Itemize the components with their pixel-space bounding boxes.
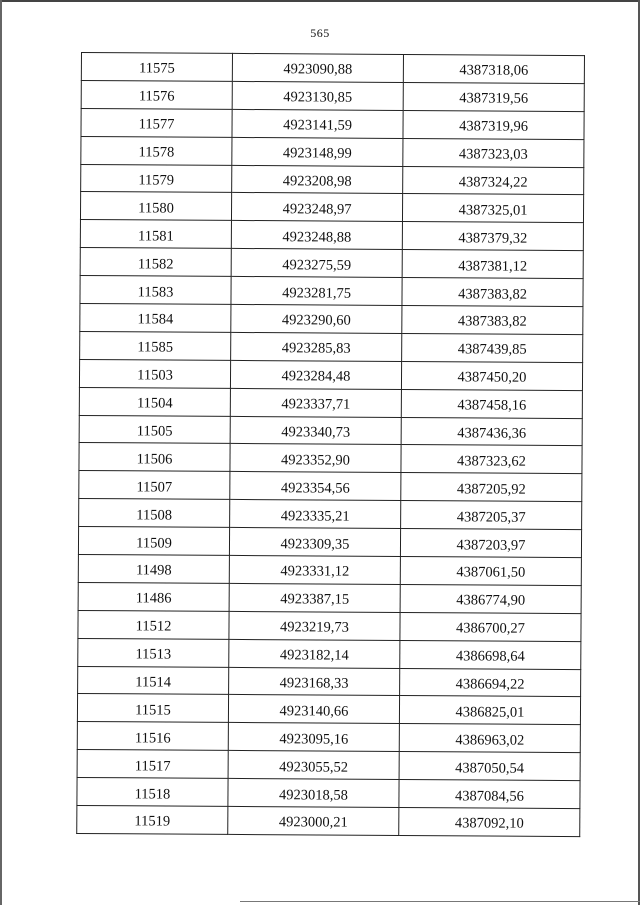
x-coordinate-cell bbox=[228, 779, 399, 808]
coordinates-table-body bbox=[77, 53, 585, 837]
x-coordinate-cell bbox=[231, 221, 402, 250]
cell-value: 4387383,82 bbox=[458, 285, 528, 303]
scan-edge-top bbox=[0, 0, 640, 2]
table-row bbox=[80, 220, 583, 251]
cell-value: 4923141,59 bbox=[283, 117, 353, 134]
cell-value: 4923309,35 bbox=[280, 535, 350, 553]
cell-value: 4387379,32 bbox=[458, 230, 528, 247]
x-coordinate-cell bbox=[229, 528, 400, 557]
cell-value: 4387381,12 bbox=[458, 257, 528, 275]
y-coordinate-cell bbox=[402, 250, 583, 279]
x-coordinate-cell bbox=[232, 109, 403, 138]
table-row bbox=[80, 276, 583, 307]
cell-value: 11577 bbox=[138, 116, 175, 133]
point-number-cell bbox=[79, 443, 230, 472]
y-coordinate-cell bbox=[400, 612, 581, 641]
point-number-cell bbox=[77, 750, 228, 779]
table-row bbox=[80, 248, 583, 279]
table-row bbox=[81, 108, 584, 139]
table-row bbox=[81, 80, 584, 111]
y-coordinate-cell bbox=[399, 724, 580, 753]
point-number-cell bbox=[79, 471, 230, 500]
cell-value: 4386963,02 bbox=[455, 732, 525, 749]
cell-value: 4387084,56 bbox=[454, 787, 524, 805]
table-row bbox=[80, 304, 583, 335]
point-number-cell bbox=[78, 666, 229, 695]
y-coordinate-cell bbox=[403, 110, 584, 139]
point-number-cell bbox=[80, 304, 231, 333]
cell-value: 11519 bbox=[134, 813, 171, 831]
cell-value: 11517 bbox=[134, 758, 171, 775]
y-coordinate-cell bbox=[400, 668, 581, 697]
x-coordinate-cell bbox=[229, 555, 400, 584]
y-coordinate-cell bbox=[402, 305, 583, 334]
x-coordinate-cell bbox=[228, 723, 399, 752]
cell-value: 4923168,33 bbox=[279, 675, 349, 692]
table-row bbox=[79, 443, 582, 474]
cell-value: 11512 bbox=[135, 618, 172, 635]
cell-value: 4387450,20 bbox=[457, 369, 527, 386]
cell-value: 4387061,50 bbox=[456, 564, 526, 582]
y-coordinate-cell bbox=[403, 54, 584, 83]
cell-value: 4923275,59 bbox=[282, 256, 352, 274]
table-row bbox=[79, 499, 582, 530]
table-row bbox=[77, 806, 580, 837]
cell-value: 4387319,56 bbox=[459, 90, 529, 108]
point-number-cell bbox=[77, 722, 228, 751]
cell-value: 4386825,01 bbox=[455, 704, 525, 721]
x-coordinate-cell bbox=[228, 806, 399, 835]
cell-value: 11513 bbox=[135, 646, 172, 663]
table-row bbox=[81, 164, 584, 195]
table-row bbox=[79, 415, 582, 446]
cell-value: 11584 bbox=[137, 311, 174, 329]
table-row bbox=[80, 192, 583, 223]
x-coordinate-cell bbox=[231, 332, 402, 361]
cell-value: 11508 bbox=[136, 507, 173, 524]
scan-edge-left bbox=[0, 0, 2, 905]
y-coordinate-cell bbox=[400, 584, 581, 613]
point-number-cell bbox=[77, 694, 228, 723]
table-row bbox=[81, 136, 584, 167]
cell-value: 4923340,73 bbox=[281, 424, 351, 441]
cell-value: 4387436,36 bbox=[457, 425, 527, 442]
y-coordinate-cell bbox=[402, 278, 583, 307]
table-row bbox=[78, 638, 581, 669]
cell-value: 11578 bbox=[138, 144, 175, 161]
point-number-cell bbox=[77, 778, 228, 807]
x-coordinate-cell bbox=[230, 360, 401, 389]
table-row bbox=[77, 694, 580, 725]
cell-value: 4923335,21 bbox=[280, 507, 350, 525]
y-coordinate-cell bbox=[401, 501, 582, 530]
point-number-cell bbox=[81, 80, 232, 109]
cell-value: 4923148,99 bbox=[282, 145, 352, 162]
cell-value: 4387205,92 bbox=[456, 481, 526, 498]
table-row bbox=[79, 359, 582, 390]
y-coordinate-cell bbox=[402, 333, 583, 362]
cell-value: 4923095,16 bbox=[279, 731, 349, 748]
point-number-cell bbox=[78, 638, 229, 667]
cell-value: 11581 bbox=[137, 228, 174, 245]
cell-value: 11579 bbox=[138, 172, 175, 189]
cell-value: 4923219,73 bbox=[280, 619, 349, 636]
point-number-cell bbox=[79, 359, 230, 388]
cell-value: 11583 bbox=[137, 283, 174, 301]
cell-value: 4386698,64 bbox=[455, 648, 525, 665]
x-coordinate-cell bbox=[230, 416, 401, 445]
cell-value: 4386700,27 bbox=[455, 620, 525, 637]
x-coordinate-cell bbox=[232, 137, 403, 166]
coordinates-table-wrapper bbox=[76, 52, 583, 837]
cell-value: 4923387,15 bbox=[280, 591, 350, 609]
cell-value: 4923285,83 bbox=[281, 340, 351, 357]
cell-value: 11509 bbox=[136, 534, 172, 552]
cell-value: 4923331,12 bbox=[280, 563, 350, 581]
table-row bbox=[78, 666, 581, 697]
y-coordinate-cell bbox=[401, 361, 582, 390]
cell-value: 4387458,16 bbox=[457, 397, 527, 414]
cell-value: 4387050,54 bbox=[455, 760, 525, 777]
cell-value: 4923284,48 bbox=[281, 368, 351, 385]
table-row bbox=[81, 53, 584, 84]
cell-value: 11504 bbox=[136, 395, 173, 412]
cell-value: 11576 bbox=[138, 88, 175, 105]
point-number-cell bbox=[81, 108, 232, 137]
x-coordinate-cell bbox=[229, 583, 400, 612]
cell-value: 4386774,90 bbox=[456, 592, 526, 610]
cell-value: 11506 bbox=[136, 451, 173, 468]
x-coordinate-cell bbox=[232, 165, 403, 194]
table-row bbox=[79, 387, 582, 418]
x-coordinate-cell bbox=[231, 277, 402, 306]
point-number-cell bbox=[80, 248, 231, 277]
table-row bbox=[80, 331, 583, 362]
y-coordinate-cell bbox=[402, 194, 583, 223]
cell-value: 4387318,06 bbox=[459, 62, 529, 80]
point-number-cell bbox=[78, 527, 229, 556]
x-coordinate-cell bbox=[232, 81, 403, 110]
cell-value: 11582 bbox=[137, 256, 174, 273]
cell-value: 4386694,22 bbox=[455, 676, 525, 693]
page-number: 565 bbox=[310, 26, 330, 40]
cell-value: 4923248,97 bbox=[282, 201, 352, 218]
point-number-cell bbox=[79, 499, 230, 528]
x-coordinate-cell bbox=[231, 193, 402, 222]
cell-value: 4923055,52 bbox=[279, 758, 349, 776]
cell-value: 11585 bbox=[137, 339, 174, 356]
x-coordinate-cell bbox=[228, 751, 399, 780]
y-coordinate-cell bbox=[400, 556, 581, 585]
x-coordinate-cell bbox=[231, 249, 402, 278]
cell-value: 4923337,71 bbox=[281, 396, 351, 413]
cell-value: 4387092,10 bbox=[454, 815, 524, 833]
cell-value: 4387325,01 bbox=[458, 202, 528, 219]
point-number-cell bbox=[80, 192, 231, 221]
cell-value: 4923290,60 bbox=[281, 312, 351, 330]
y-coordinate-cell bbox=[400, 529, 581, 558]
cell-value: 4923018,58 bbox=[278, 786, 348, 804]
cell-value: 11498 bbox=[135, 562, 172, 580]
table-row bbox=[78, 610, 581, 641]
cell-value: 11505 bbox=[136, 423, 173, 440]
cell-value: 4387323,03 bbox=[458, 146, 528, 163]
y-coordinate-cell bbox=[401, 417, 582, 446]
point-number-cell bbox=[80, 220, 231, 249]
point-number-cell bbox=[81, 136, 232, 165]
cell-value: 4923140,66 bbox=[279, 703, 349, 720]
y-coordinate-cell bbox=[401, 389, 582, 418]
cell-value: 11507 bbox=[136, 479, 173, 496]
table-row bbox=[77, 778, 580, 809]
cell-value: 4923208,98 bbox=[282, 173, 352, 190]
cell-value: 4923130,85 bbox=[283, 89, 353, 106]
point-number-cell bbox=[78, 582, 229, 611]
table-row bbox=[78, 582, 581, 613]
y-coordinate-cell bbox=[399, 808, 580, 837]
table-row bbox=[78, 555, 581, 586]
cell-value: 4387203,97 bbox=[456, 536, 526, 554]
cell-value: 11516 bbox=[134, 730, 171, 747]
point-number-cell bbox=[78, 555, 229, 584]
cell-value: 4923354,56 bbox=[280, 480, 350, 497]
cell-value: 4923248,88 bbox=[282, 229, 352, 246]
cell-value: 11486 bbox=[135, 590, 172, 607]
y-coordinate-cell bbox=[399, 752, 580, 781]
point-number-cell bbox=[80, 331, 231, 360]
point-number-cell bbox=[77, 806, 228, 835]
x-coordinate-cell bbox=[229, 611, 400, 640]
x-coordinate-cell bbox=[230, 500, 401, 529]
cell-value: 4923352,90 bbox=[281, 452, 350, 469]
cell-value: 4923281,75 bbox=[282, 284, 352, 302]
y-coordinate-cell bbox=[399, 696, 580, 725]
x-coordinate-cell bbox=[228, 695, 399, 724]
cell-value: 11514 bbox=[135, 674, 172, 691]
cell-value: 11515 bbox=[135, 702, 171, 719]
y-coordinate-cell bbox=[403, 166, 584, 195]
cell-value: 11580 bbox=[138, 200, 174, 217]
cell-value: 11575 bbox=[138, 60, 175, 78]
cell-value: 4923000,21 bbox=[278, 814, 348, 832]
x-coordinate-cell bbox=[230, 388, 401, 417]
point-number-cell bbox=[78, 610, 229, 639]
x-coordinate-cell bbox=[229, 667, 400, 696]
cell-value: 11503 bbox=[137, 367, 173, 384]
cell-value: 4387319,96 bbox=[459, 118, 529, 135]
table-row bbox=[79, 471, 582, 502]
y-coordinate-cell bbox=[399, 780, 580, 809]
x-coordinate-cell bbox=[230, 444, 401, 473]
y-coordinate-cell bbox=[403, 138, 584, 167]
cell-value: 4387205,37 bbox=[456, 508, 526, 526]
point-number-cell bbox=[79, 387, 230, 416]
point-number-cell bbox=[79, 415, 230, 444]
point-number-cell bbox=[81, 164, 232, 193]
cell-value: 4387439,85 bbox=[457, 341, 527, 359]
y-coordinate-cell bbox=[401, 445, 582, 474]
cell-value: 11518 bbox=[134, 785, 171, 803]
point-number-cell bbox=[81, 53, 232, 82]
y-coordinate-cell bbox=[402, 222, 583, 251]
scan-edge-bottom bbox=[240, 901, 640, 902]
table-row bbox=[78, 527, 581, 558]
y-coordinate-cell bbox=[400, 640, 581, 669]
x-coordinate-cell bbox=[229, 639, 400, 668]
x-coordinate-cell bbox=[230, 472, 401, 501]
x-coordinate-cell bbox=[231, 304, 402, 333]
cell-value: 4387383,82 bbox=[457, 313, 527, 331]
cell-value: 4387323,62 bbox=[457, 453, 526, 470]
x-coordinate-cell bbox=[232, 53, 403, 82]
cell-value: 4923182,14 bbox=[279, 647, 349, 664]
cell-value: 4387324,22 bbox=[458, 174, 528, 191]
y-coordinate-cell bbox=[403, 82, 584, 111]
point-number-cell bbox=[80, 276, 231, 305]
table-row bbox=[77, 750, 580, 781]
cell-value: 4923090,88 bbox=[283, 61, 353, 79]
coordinates-table bbox=[76, 52, 585, 837]
table-row bbox=[77, 722, 580, 753]
y-coordinate-cell bbox=[401, 473, 582, 502]
